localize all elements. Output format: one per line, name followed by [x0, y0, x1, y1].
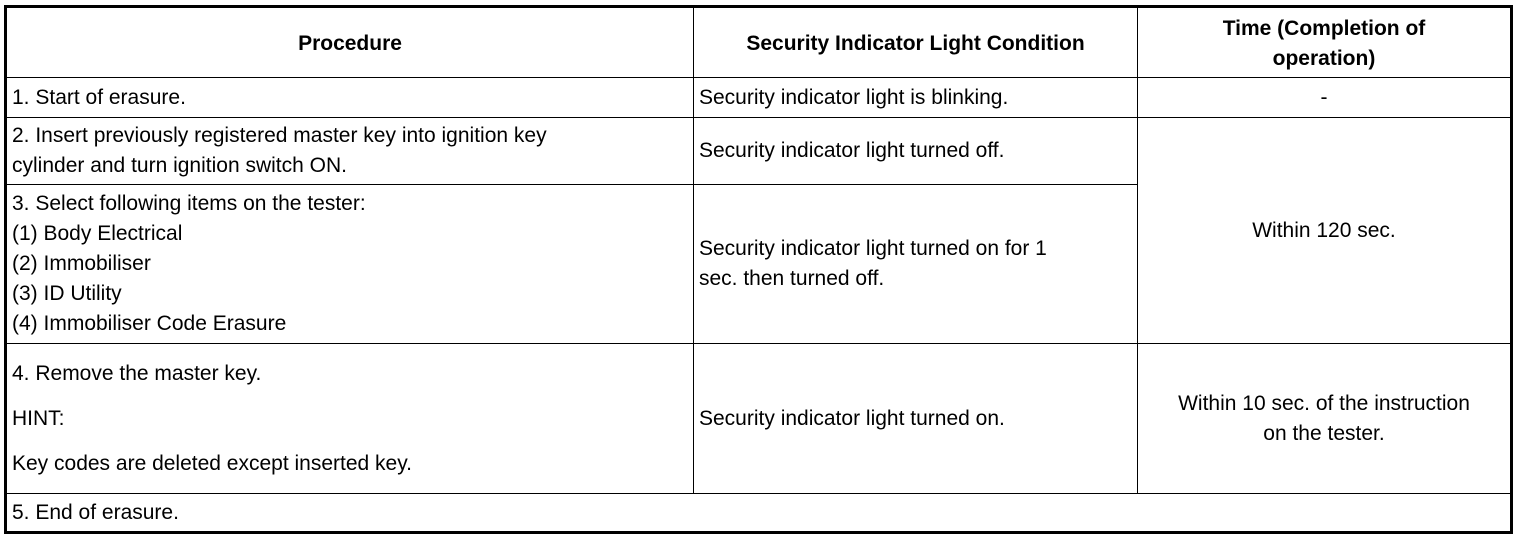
header-procedure-label: Procedure [298, 31, 402, 55]
procedure-subitem: (3) ID Utility [12, 282, 122, 305]
time-text: on the tester. [1263, 421, 1385, 445]
condition-text: Security indicator light turned on for 1 [699, 237, 1047, 260]
condition-cell [694, 185, 1138, 344]
spacer [12, 434, 688, 449]
header-condition-label: Security Indicator Light Condition [746, 31, 1085, 55]
condition-text: Security indicator light is blinking. [699, 85, 1009, 109]
table-header-row [6, 7, 1512, 78]
condition-cell [694, 78, 1138, 118]
procedure-text: cylinder and turn ignition switch ON. [12, 154, 347, 177]
procedure-text: 3. Select following items on the tester: [12, 192, 366, 215]
header-condition [694, 7, 1138, 78]
condition-cell [694, 118, 1138, 185]
table-row [6, 344, 1512, 494]
condition-text: Security indicator light turned off. [699, 139, 1005, 162]
procedure-cell [6, 78, 694, 118]
spacer [12, 389, 688, 404]
procedure-table [4, 5, 1513, 534]
procedure-cell [6, 344, 694, 494]
procedure-text: 1. Start of erasure. [12, 85, 186, 109]
table-row [6, 494, 1512, 533]
hint-text: Key codes are deleted except inserted key. [12, 451, 413, 475]
procedure-text: 4. Remove the master key. [12, 361, 262, 385]
procedure-cell [6, 185, 694, 344]
table-row [6, 78, 1512, 118]
table-row [6, 118, 1512, 185]
hint-label: HINT: [12, 406, 65, 430]
condition-text: sec. then turned off. [699, 267, 885, 290]
procedure-subitem: (2) Immobiliser [12, 252, 151, 275]
time-cell-merged [1138, 118, 1512, 344]
procedure-cell [6, 118, 694, 185]
time-text: Within 120 sec. [1252, 218, 1396, 242]
time-cell [1138, 344, 1512, 494]
procedure-subitem: (4) Immobiliser Code Erasure [12, 312, 287, 335]
procedure-text: 2. Insert previously registered master key into ignition key [12, 124, 547, 147]
procedure-cell-full-width [6, 494, 1512, 533]
time-text: - [1320, 85, 1328, 109]
time-cell [1138, 78, 1512, 118]
header-time-label-line2: operation) [1272, 46, 1376, 70]
condition-text: Security indicator light turned on. [699, 406, 1005, 430]
header-procedure [6, 7, 694, 78]
header-time-label-line1: Time (Completion of [1222, 16, 1426, 40]
procedure-subitem: (1) Body Electrical [12, 222, 183, 245]
time-text: Within 10 sec. of the instruction [1178, 391, 1470, 415]
procedure-text: 5. End of erasure. [12, 500, 179, 524]
header-time [1138, 7, 1512, 78]
condition-cell [694, 344, 1138, 494]
